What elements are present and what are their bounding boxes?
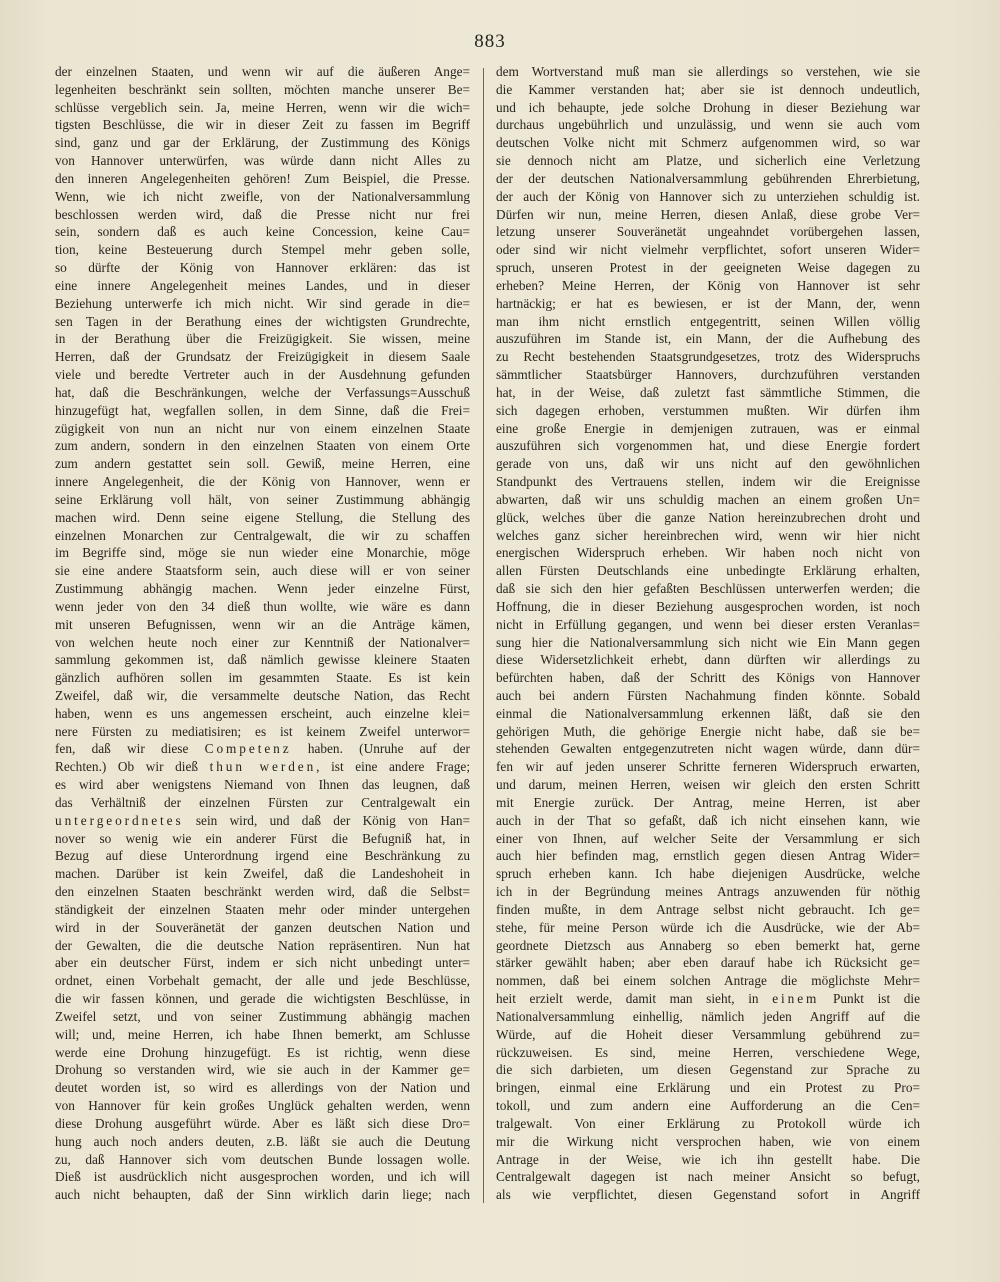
text-line: abwarten, daß wir uns schuldig machen an einem großen Un= [496,491,920,507]
text-line: sein, sondern daß es auch keine Concession, keine Cau= [55,224,470,240]
text-line: schlüsse vergeblich sein. Ja, meine Herren, wenn wir die wich= [55,99,470,115]
text-line: Wenn, wie ich nicht zweifle, von der Nationalversammlung [55,188,470,204]
text-line: von welchen heute noch einer zur Kenntniß der Nationalver= [55,634,470,650]
emphasized-word: thun werden [209,759,317,775]
text-line: werde eine Drohung hinzugefügt. Es ist richtig, wenn diese [55,1044,470,1060]
text-line: Beziehung unterwerfe ich mich nicht. Wir sind gerade in die= [55,295,470,311]
text-line: tigsten Beschlüsse, die wir in dieser Zeit zu fassen im Begriff [55,117,470,133]
text-line: deutschen Volke nicht mit Schmerz aufgenommen wird, so war [496,135,920,151]
text-line: Dürfen wir nun, meine Herren, diesen Anlaß, diese grobe Ver= [496,206,920,222]
text-line: auszuführen sich vorgenommen hat, und diese Energie fordert [496,438,920,454]
text-line: Bezug auf diese Unterordnung irgend eine Beschränkung zu [55,848,470,864]
text-line: der der deutschen Nationalversammlung gebührenden Ehrerbietung, [496,170,920,186]
text-line: die wir fassen können, und gerade die wichtigsten Beschlüsse, in [55,991,470,1007]
text-line: zügigkeit von nun an nicht nur von einem einzelnen Staate [55,420,470,436]
text-line: einer von Ihnen, auf welcher Seite der Versammlung er sich [496,830,920,846]
text-line: aber ein deutscher Fürst, indem er sich nicht unbedingt unter= [55,955,470,971]
text-line: sie dennoch nicht am Platze, und sicherlich eine Verletzung [496,153,920,169]
text-line: befürchten haben, daß der Schritt des Königs von Hannover [496,670,920,686]
text-line [55,740,470,758]
text-line: nere Fürsten zu mediatisiren; es ist keinem Zweifel unterwor= [55,723,470,739]
text-line: tralgewalt. Von einer Erklärung zu Protokoll würde ich [496,1115,920,1131]
column-divider [483,68,484,1203]
text-line: gehörigen Muth, die gehörige Energie nicht habe, daß sie be= [496,723,920,739]
right-text-column [496,63,920,1204]
text-line: zum andern, sondern in den einzelnen Staaten von einem Orte [55,438,470,454]
text-segment: heit erzielt werde, damit man sieht, in [496,991,773,1007]
text-line: hat, in der Weise, daß zuletzt fast sämmtliche Stimmen, die [496,384,920,400]
text-line: als wie verpflichtet, diesen Gegenstand sofort in Angriff [496,1187,920,1203]
text-line: diese Drohung ausgeführt würde. Aber es läßt sich diese Dro= [55,1115,470,1131]
text-line: Hoffnung, die in dieser Beziehung ausgesprochen worden, ist noch [496,598,920,614]
text-line: will; und, meine Herren, ich habe Ihnen bemerkt, am Schlusse [55,1026,470,1042]
text-line: tion, keine Besteuerung durch Stempel mehr geben solle, [55,242,470,258]
text-line: und ich behaupte, jede solche Drohung in dieser Beziehung war [496,99,920,115]
text-line: der einzelnen Staaten, und wenn wir auf die äußeren Ange= [55,64,470,79]
text-line: sie eine andere Staatsform sein, auch diese will er von seiner [55,563,470,579]
text-line: Zweifel, daß wir, die versammelte deutsche Nation, das Recht [55,687,470,703]
text-line: fen wir auf jeden unserer Schritte ferneren Widerspruch erwarten, [496,759,920,775]
text-line: wird in der Souveränetät der ganzen deutschen Nation und [55,919,470,935]
emphasized-word: Competenz [204,741,292,757]
text-line: Dieß ist ausdrücklich nicht ausgesprochen worden, und ich will [55,1169,470,1185]
text-line: ständigkeit der einzelnen Staaten mehr oder minder untergehen [55,901,470,917]
text-line: seine Erklärung voll hält, von seiner Zustimmung abhängig [55,491,470,507]
text-line: einzelnen Monarchen zur Centralgewalt, die wir zu schaffen [55,527,470,543]
text-line: den inneren Angelegenheiten gehören! Zum Beispiel, die Presse. [55,170,470,186]
text-line: innere Angelegenheit, die der König von Hannover, wenn er [55,474,470,490]
text-line: bringen, einmal eine Erklärung und ein Protest zu Pro= [496,1080,920,1096]
text-line: eine große Energie in demjenigen zutrauen, was er einmal [496,420,920,436]
text-line: hartnäckig; er hat es bewiesen, er ist der Mann, der, wenn [496,295,920,311]
text-line: legenheiten beschränkt sein sollten, möchten manche unserer Be= [55,81,470,97]
text-line: auch hier befinden mag, ernstlich gegen diesen Antrag Wider= [496,848,920,864]
left-text-column [55,63,470,1204]
text-segment: , ist eine andere Frage; [316,759,470,775]
text-line: hat, daß die Beschränkungen, welche der Verfassungs=Ausschuß [55,384,470,400]
text-line: spruch, unseren Protest in der geeigneten Weise dagegen zu [496,260,920,276]
text-line: hinzugefügt hat, wegfallen sollen, in dem Sinne, daß die Frei= [55,402,470,418]
text-line: gerade von uns, daß wir uns nicht auf den gewöhnlichen [496,456,920,472]
text-line: die Kammer verstanden hat; aber sie ist dennoch undeutlich, [496,81,920,97]
text-line: nommen, daß bei einem solchen Antrage die möglichste Mehr= [496,973,920,989]
text-line: beschlossen werden wird, daß die Presse nicht nur frei [55,206,470,222]
text-line: einmal die Nationalversammlung erkennen läßt, daß sie den [496,705,920,721]
text-line: letzung unserer Souveränetät ungeahndet vorübergehen lassen, [496,224,920,240]
text-line: man ihm nicht ernstlich entgegentritt, seinen Willen völlig [496,313,920,329]
text-line: allen Fürsten Deutschlands eine unbedingte Erklärung erhalten, [496,563,920,579]
text-line: nicht in Erfüllung gegangen, und wenn bei dieser ersten Veranlas= [496,616,920,632]
text-line: auch bei andern Fürsten Nachahmung finden könnte. Sobald [496,687,920,703]
text-line: in der Berathung über die Freizügigkeit. Sie wissen, meine [55,331,470,347]
text-segment: Punkt ist die [819,991,920,1007]
text-line: Zustimmung abhängig machen. Wenn jeder einzelne Fürst, [55,581,470,597]
text-line: stehe, für meine Person würde ich die Ausdrücke, wie der Ab= [496,919,920,935]
text-line: sämmtlicher Staatsbürger Hannovers, durchzuführen verstanden [496,367,920,383]
text-line: zu, daß Hannover sich vom deutschen Bunde lossagen wolle. [55,1151,470,1167]
text-line: Nationalversammlung einhellig, nämlich jeden Angriff auf die [496,1008,920,1024]
text-line: Zweifel setzt, und von seiner Zustimmung abhängig machen [55,1008,470,1024]
text-line: durchaus ungebührlich und unzulässig, und wenn sie auch vom [496,117,920,133]
text-line: dem Wortverstand muß man sie allerdings so verstehen, wie sie [496,64,920,79]
text-line: von Hannover unterwürfen, was würde dann nicht Alles zu [55,153,470,169]
text-segment: fen, daß wir diese [55,741,205,757]
text-line: finden mußte, in dem Antrage selbst nicht gebraucht. Ich ge= [496,901,920,917]
text-line: Würde, auf die Hoheit dieser Versammlung gebührend zu= [496,1026,920,1042]
text-line: welches ganz sicher hereinbrechen wird, wenn wir hier nicht [496,527,920,543]
text-line: mir die Wirkung nicht versprochen haben, wie von einem [496,1133,920,1149]
text-line: daß sie sich den hier gefaßten Beschlüssen unterwerfen werden; die [496,581,920,597]
text-line: ordnet, einen Vorbehalt gemacht, der alle und jede Beschlüsse, [55,973,470,989]
text-line: gänzlich aufhören sollen im gesammten Staate. Es ist kein [55,670,470,686]
text-line: zum andern gestattet sein soll. Gewiß, meine Herren, eine [55,456,470,472]
text-line: spruch erheben kann. Ich habe diejenigen Ausdrücke, welche [496,866,920,882]
text-line: stärker gewählt haben; aber eben darauf habe ich Rücksicht ge= [496,955,920,971]
text-line: Centralgewalt dagegen ist nach meiner Ansicht so befugt, [496,1169,920,1185]
text-line: sind, ganz und gar der Erklärung, der Zustimmung des Königs [55,135,470,151]
text-line: haben, wenn es uns angemessen erscheint, auch einzelne klei= [55,705,470,721]
text-line: den einzelnen Staaten beschränkt werden wird, daß die Selbst= [55,884,470,900]
text-line: ich in der Begründung meines Antrags anzuwenden für nöthig [496,884,920,900]
text-line: auch in der That so gefaßt, daß ich nicht einsehen kann, wie [496,812,920,828]
text-line: Standpunkt des Vertrauens stellen, indem wir die Ereignisse [496,474,920,490]
text-line: im Begriffe sind, möge sie nun wieder eine Monarchie, möge [55,545,470,561]
text-line: auszuführen im Stande ist, ein Mann, der die Aufhebung des [496,331,920,347]
text-line: deutet worden ist, so wird es allerdings von der Nation und [55,1080,470,1096]
text-line: tokoll, und zum andern eine Aufforderung an die Cen= [496,1098,920,1114]
text-line: machen wird. Denn seine eigene Stellung, die Stellung des [55,509,470,525]
text-line: Drohung so verstanden wird, wie sie auch in der Kammer ge= [55,1062,470,1078]
text-segment: Rechten.) Ob wir dieß [55,759,210,775]
text-line: der Gewalten, die die deutsche Nation repräsentiren. Nun hat [55,937,470,953]
text-line: nover so wenig wie ein anderer Fürst die Befugniß hat, in [55,830,470,846]
text-line: das Verhältniß der einzelnen Fürsten zur Centralgewalt ein [55,794,470,810]
emphasized-word: untergeordnetes [55,812,184,828]
text-line [55,758,470,776]
text-line: sich dagegen erhoben, verstummen mußten. Wir dürfen ihm [496,402,920,418]
text-line [55,812,470,830]
text-line: sammlung gekommen ist, daß nämlich gewisse kleinere Staaten [55,652,470,668]
text-line: diese Widersetzlichkeit erhebt, dann dürften wir allerdings zu [496,652,920,668]
text-line: mit Energie zurück. Der Antrag, meine Herren, ist aber [496,794,920,810]
text-line: von Hannover für kein großes Unglück gehalten werden, wenn [55,1098,470,1114]
text-line: energischen Widerspruch erheben. Wir haben noch nicht von [496,545,920,561]
text-line: sen Tagen in der Berathung eines der wichtigsten Grundrechte, [55,313,470,329]
text-line: hung auch noch anders deuten, z.B. läßt sie auch die Deutung [55,1133,470,1149]
text-segment: sein wird, und daß der König von Han= [183,812,470,828]
text-line: die sich darbieten, um diesen Gegenstand zur Sprache zu [496,1062,920,1078]
text-line: eine innere Angelegenheit meines Landes, und in dieser [55,277,470,293]
text-line: Antrage in der Weise, wie ich ihn gestellt habe. Die [496,1151,920,1167]
text-line: viele und beredte Vertreter auch in der Ausdehnung gefunden [55,367,470,383]
text-line: machen. Darüber ist kein Zweifel, daß die Landeshoheit in [55,866,470,882]
page-number: 883 [474,31,506,52]
text-line: oder sind wir nicht vielmehr verpflichtet, sofort unseren Wider= [496,242,920,258]
text-line: wenn jeder von den 34 dieß thun wollte, wie wäre es dann [55,598,470,614]
text-line: zu Recht bestehenden Staatsgrundgesetzes, trotz des Widerspruchs [496,349,920,365]
text-line: erheben? Meine Herren, der König von Hannover ist sehr [496,277,920,293]
text-line: stehenden Gewalten entgegenzutreten nicht wagen würde, dann dür= [496,741,920,757]
text-line: glück, welches über die ganze Nation hereinzubrechen droht und [496,509,920,525]
text-line: der auch der König von Hannover sich zu unterziehen schuldig ist. [496,188,920,204]
text-line: Herren, daß der Grundsatz der Freizügigkeit in diesem Saale [55,349,470,365]
text-segment: haben. (Unruhe auf der [291,741,470,757]
text-line [496,990,920,1008]
text-line: mit unseren Befugnissen, wenn wir an die Anträge kämen, [55,616,470,632]
text-line: geordnete Dietzsch aus Annaberg so eben bemerkt hat, gerne [496,937,920,953]
text-line: auch nicht behaupten, daß der Sinn wirklich darin liege; nach [55,1187,470,1203]
text-line: es wird aber wenigstens Niemand von Ihnen das leugnen, daß [55,777,470,793]
emphasized-word: einem [772,991,820,1007]
text-line: und darum, meinen Herren, weisen wir gleich den ersten Schritt [496,777,920,793]
text-line: so dürfte der König von Hannover erklären: das ist [55,260,470,276]
text-line: sung hier die Nationalversammlung sich nicht wie Ein Mann gegen [496,634,920,650]
text-line: rückzuweisen. Es sind, meine Herren, verschiedene Wege, [496,1044,920,1060]
